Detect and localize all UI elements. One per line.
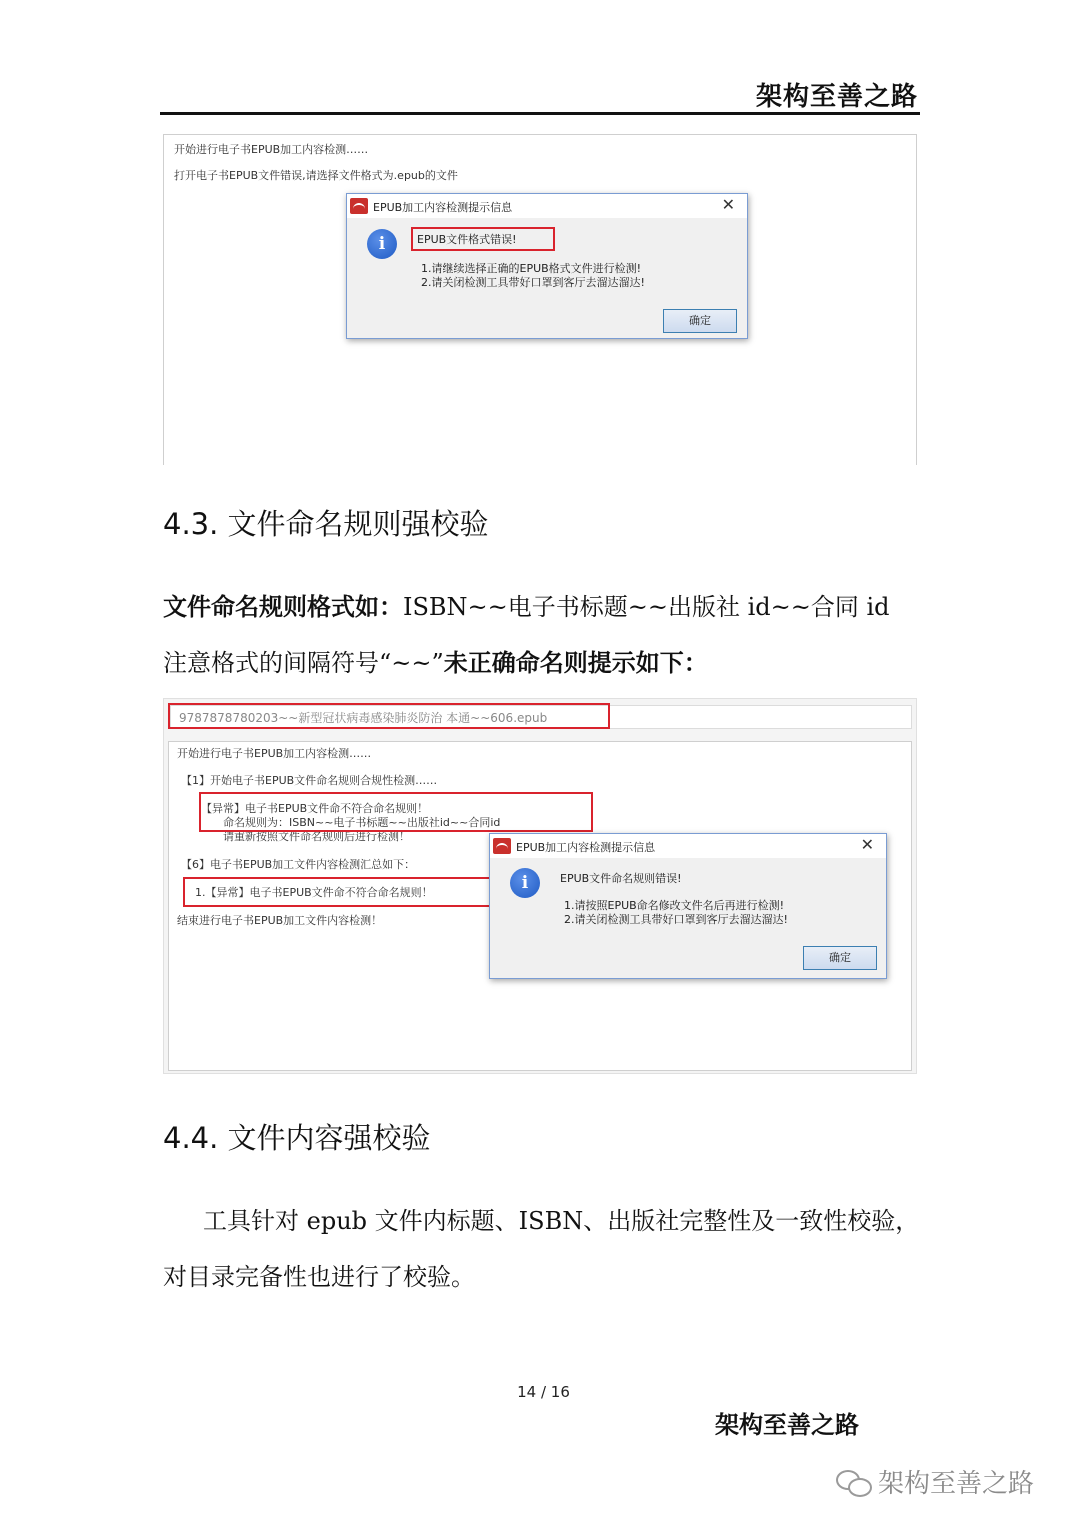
dialog-message-line: 2.请关闭检测工具带好口罩到客厅去溜达溜达! (564, 913, 788, 926)
info-icon: i (510, 868, 540, 898)
dialog-titlebar (347, 194, 747, 218)
naming-format-paragraph (163, 587, 890, 622)
separator-note-paragraph (163, 643, 708, 678)
epub-format-error-screenshot (163, 134, 917, 465)
highlight-box (168, 703, 610, 729)
app-logo-icon (350, 198, 368, 214)
highlight-box (183, 877, 491, 907)
log-line-step6: 【6】电子书EPUB加工文件内容检测汇总如下： (181, 858, 416, 871)
dialog-message-line: 2.请关闭检测工具带好口罩到客厅去溜达溜达! (421, 276, 645, 289)
dialog-message-line: 1.请按照EPUB命名修改文件名后再进行检测! (564, 899, 785, 912)
ok-button[interactable]: 确定 (803, 946, 877, 970)
naming-error-dialog (489, 833, 887, 979)
close-icon[interactable]: ✕ (860, 835, 874, 854)
section-heading-4-3: 4.3. 文件命名规则强校验 (163, 507, 489, 541)
content-check-paragraph-line1: 工具针对 epub 文件内标题、ISBN、出版社完整性及一致性校验， (203, 1207, 920, 1235)
highlight-box (199, 792, 593, 832)
error-line: 【异常】电子书EPUB文件命不符合命名规则！ (201, 802, 429, 815)
content-check-paragraph-line2: 对目录完备性也进行了校验。 (163, 1263, 475, 1291)
summary-line: 1.【异常】电子书EPUB文件命不符合命名规则！ (195, 886, 433, 899)
footer-brand: 架构至善之路 (715, 1411, 859, 1439)
dialog-message-line: 1.请继续选择正确的EPUB格式文件进行检测! (421, 262, 642, 275)
separator-note-text: 注意格式的间隔符号“~~” (163, 649, 444, 677)
dialog-title: EPUB加工内容检测提示信息 (373, 201, 513, 214)
naming-error-screenshot (163, 698, 917, 1074)
dialog-message-title: EPUB文件格式错误! (417, 233, 517, 246)
separator-note-bold: 未正确命名则提示如下： (443, 649, 708, 677)
header-divider (160, 112, 920, 115)
wechat-icon (836, 1468, 872, 1496)
close-icon[interactable]: ✕ (721, 195, 735, 214)
dialog-titlebar (490, 834, 886, 858)
dialog-message-title: EPUB文件命名规则错误! (560, 872, 682, 885)
watermark-text: 架构至善之路 (878, 1469, 1035, 1499)
ok-button[interactable]: 确定 (663, 309, 737, 333)
section-heading-4-4: 4.4. 文件内容强校验 (163, 1121, 431, 1155)
naming-format-value: ISBN~~电子书标题~~出版社 id~~合同 id (403, 593, 890, 621)
error-line: 请重新按照文件命名规则后进行检测！ (223, 830, 410, 843)
app-logo-icon (493, 838, 511, 854)
info-icon: i (367, 229, 397, 259)
log-line-start: 开始进行电子书EPUB加工内容检测…… (174, 143, 369, 156)
log-line-start: 开始进行电子书EPUB加工内容检测…… (177, 747, 372, 760)
log-line-open-error: 打开电子书EPUB文件错误,请选择文件格式为.epub的文件 (174, 169, 458, 182)
dialog-title: EPUB加工内容检测提示信息 (516, 841, 656, 854)
naming-format-label: 文件命名规则格式如： (163, 593, 403, 621)
log-line-end: 结束进行电子书EPUB加工文件内容检测！ (177, 914, 383, 927)
wechat-watermark (836, 1463, 1034, 1500)
format-error-dialog (346, 193, 748, 339)
page-number: 14 / 16 (517, 1383, 570, 1401)
file-path-value: 9787878780203~~新型冠状病毒感染肺炎防治 本通~~606.epub (179, 711, 548, 725)
error-line: 命名规则为：ISBN~~电子书标题~~出版社id~~合同id (223, 816, 501, 829)
log-line-step1: 【1】开始电子书EPUB文件命名规则合规性检测…… (181, 774, 438, 787)
page-header-title: 架构至善之路 (755, 82, 918, 112)
